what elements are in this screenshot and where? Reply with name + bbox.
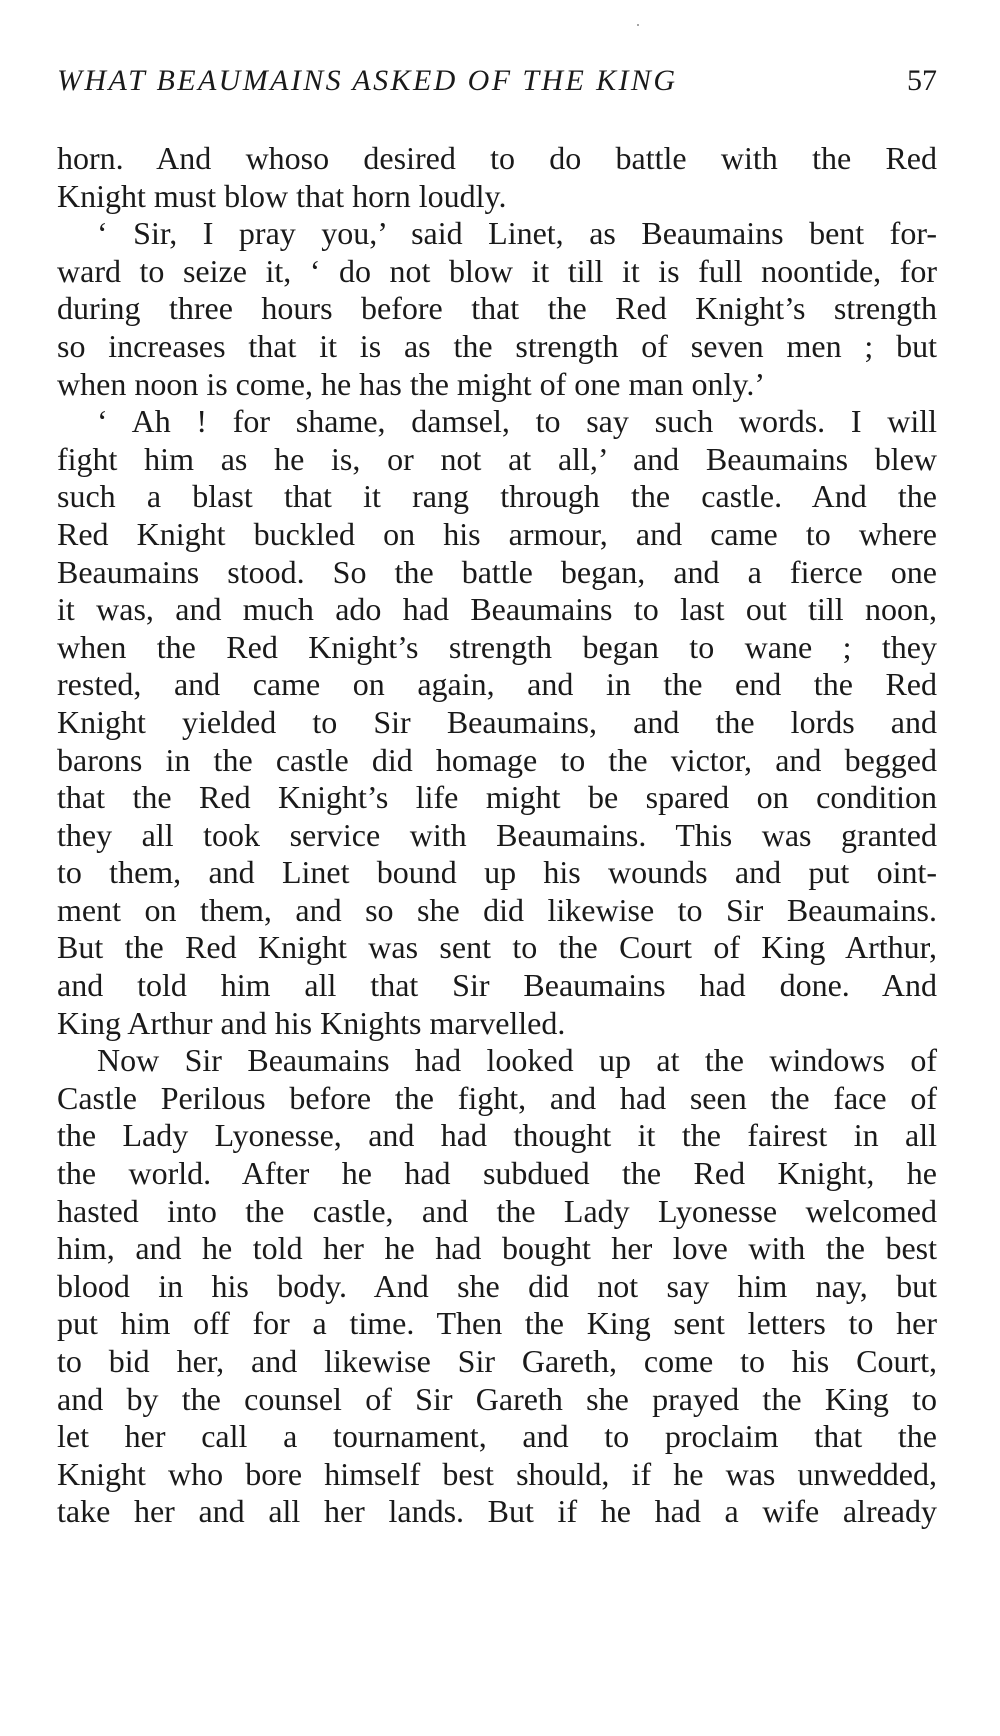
text-line: ‘ Sir, I pray you,’ said Linet, as Beaumains bent for- [97,215,937,252]
text-line: blood in his body. And she did not say him nay, but [57,1267,937,1304]
text-line: so increases that it is as the strength of seven men ; but [57,327,937,364]
running-title: WHAT BEAUMAINS ASKED OF THE KING [57,64,678,97]
page-number: 57 [907,64,937,97]
text-line: hasted into the castle, and the Lady Lyonesse welcomed [57,1192,937,1229]
text-line: him, and he told her he had bought her love with the best [57,1230,937,1267]
text-line: let her call a tournament, and to proclaim that the [57,1418,937,1455]
text-line: Knight who bore himself best should, if he was unwedded, [57,1455,937,1492]
text-line: when the Red Knight’s strength began to wane ; they [57,628,937,665]
text-line: it was, and much ado had Beaumains to last out till noon, [57,591,937,628]
text-line: Knight must blow that horn loudly. [57,177,507,214]
text-line: ment on them, and so she did likewise to Sir Beaumains. [57,891,937,928]
text-line: such a blast that it rang through the castle. And the [57,478,937,515]
text-line: Knight yielded to Sir Beaumains, and the lords and [57,703,937,740]
text-line: horn. And whoso desired to do battle with the Red [57,140,937,176]
text-line: Beaumains stood. So the battle began, and a fierce one [57,553,937,590]
text-line: during three hours before that the Red Knight’s strength [57,290,937,327]
text-line: fight him as he is, or not at all,’ and Beaumains blew [57,440,937,477]
text-line: Red Knight buckled on his armour, and came to where [57,515,937,552]
text-line: rested, and came on again, and in the end the Red [57,666,937,703]
text-line: put him off for a time. Then the King sent letters to her [57,1305,937,1342]
body-text [57,140,937,1531]
text-line: ‘ Ah ! for shame, damsel, to say such words. I will [97,403,937,440]
text-line: and told him all that Sir Beaumains had done. And [57,967,937,1004]
text-line: Now Sir Beaumains had looked up at the windows of [97,1042,937,1079]
text-line: and by the counsel of Sir Gareth she prayed the King to [57,1380,937,1417]
text-line: take her and all her lands. But if he had a wife already [57,1493,937,1530]
text-line: barons in the castle did homage to the victor, and begged [57,741,937,778]
text-line: when noon is come, he has the might of one man only.’ [57,365,765,402]
text-line: the Lady Lyonesse, and had thought it the fairest in all [57,1117,937,1154]
text-line: to bid her, and likewise Sir Gareth, come to his Court, [57,1343,937,1379]
text-line: that the Red Knight’s life might be spared on condition [57,779,937,816]
page-speck [637,24,639,26]
text-line: King Arthur and his Knights marvelled. [57,1004,566,1041]
running-head [57,64,937,112]
text-line: to them, and Linet bound up his wounds and put oint- [57,854,937,891]
text-line: the world. After he had subdued the Red Knight, he [57,1155,937,1192]
text-line: Castle Perilous before the fight, and had seen the face of [57,1079,937,1116]
text-line: they all took service with Beaumains. This was granted [57,816,937,853]
text-line: But the Red Knight was sent to the Court of King Arthur, [57,929,937,966]
text-line: ward to seize it, ‘ do not blow it till it is full noontide, for [57,252,937,289]
